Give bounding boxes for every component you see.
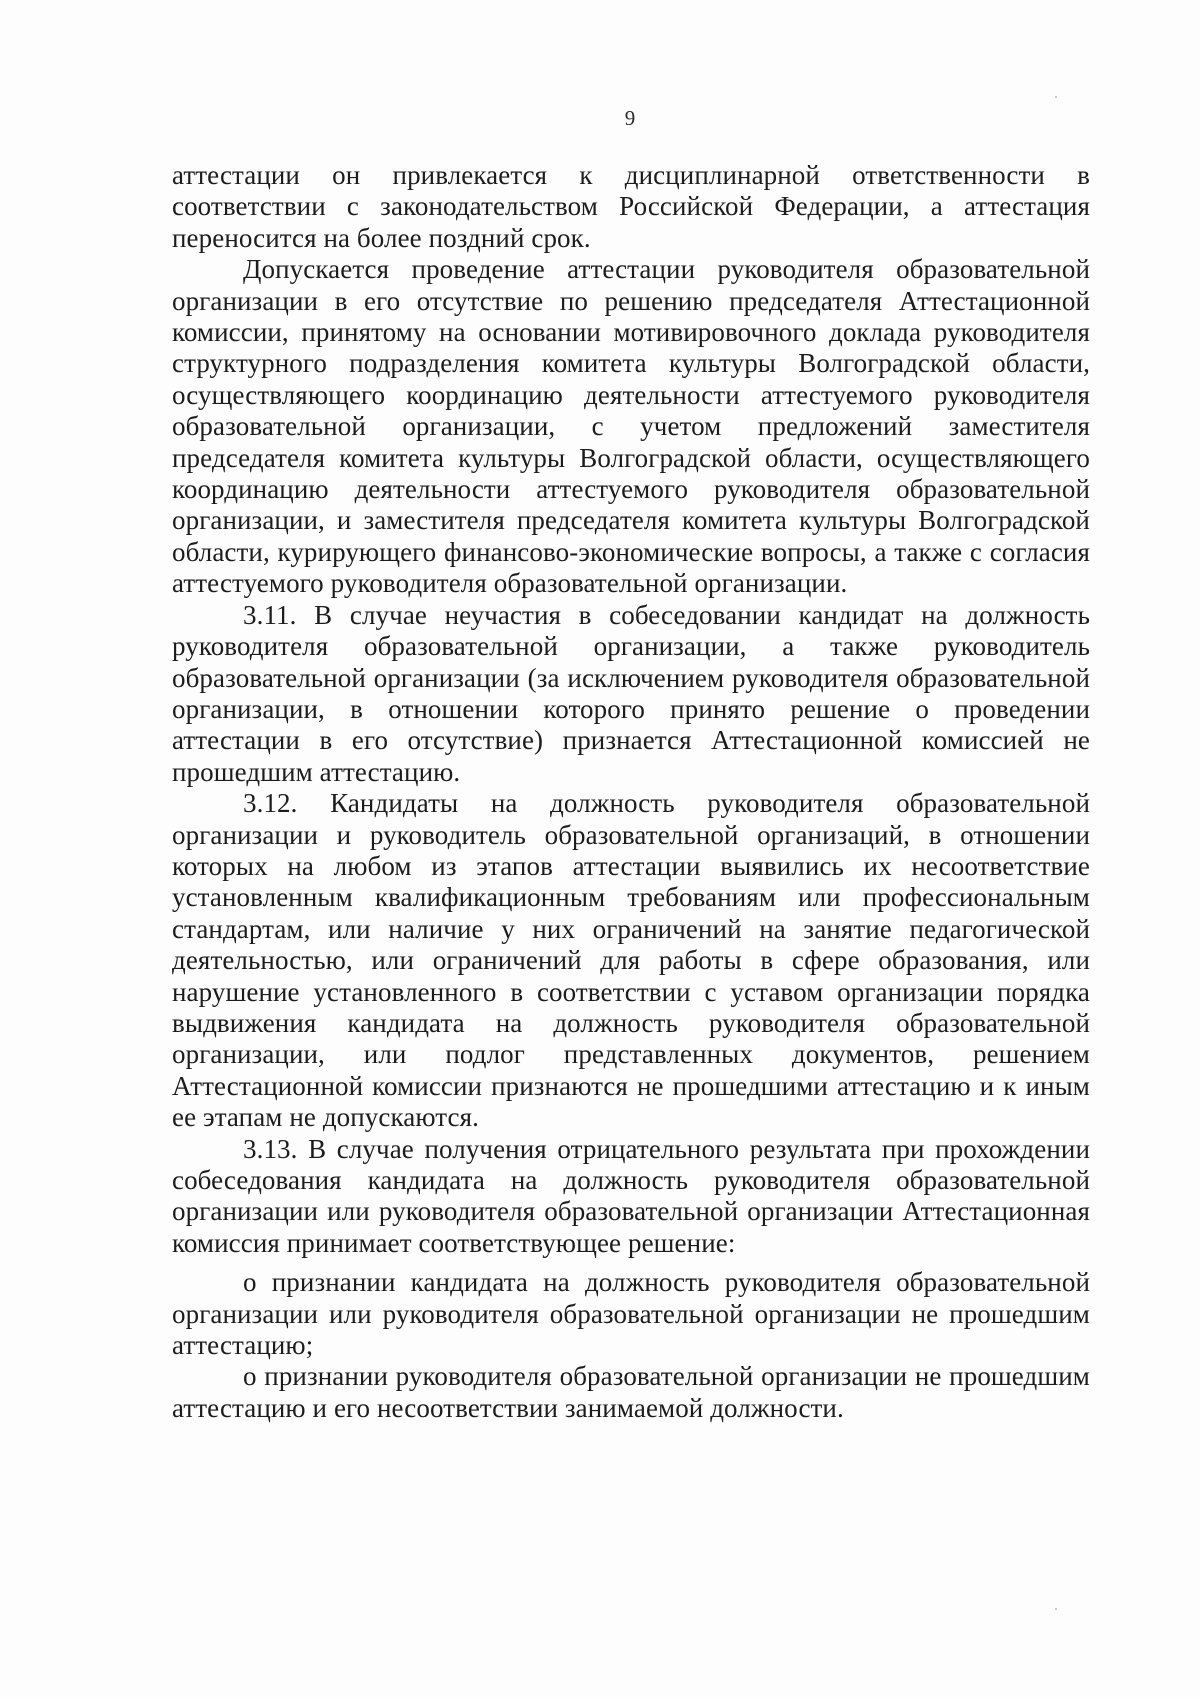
decision-item-head: о признании руководителя образовательной организации не прошедшим аттестацию и его несоответствии занимаемой должности. xyxy=(172,1361,1090,1423)
paragraph-3-13: 3.13. В случае получения отрицательного результата при прохождении собеседования кандидата на должность руководителя образовательной организации или руководителя образовательной организации Аттестационная комиссия принимает соответствующее решение: xyxy=(172,1133,1090,1258)
paragraph-3-12: 3.12. Кандидаты на должность руководителя образовательной организации и руководитель образовательной организаций, в отношении которых на любом из этапов аттестации выявились их несоответствие установленным квалификационным требованиям или профессиональным стандартам, или наличие у них ограничений на занятие педагогической деятельностью, или ограничений для работы в сфере образования, или нарушение установленного в соответствии с уставом организации порядка выдвижения кандидата на должность руководителя образовательной организации, или подлог представленных документов, решением Аттестационной комиссии признаются не прошедшими аттестацию и к иным ее этапам не допускаются. xyxy=(172,788,1090,1133)
document-body xyxy=(172,160,1090,1424)
scan-artifact xyxy=(1055,96,1057,98)
page-number: 9 xyxy=(624,106,636,130)
paragraph-3-11: 3.11. В случае неучастия в собеседовании кандидат на должность руководителя образовательной организации, а также руководитель образовательной организации (за исключением руководителя образовательной организации, в отношении которого принято решение о проведении аттестации в его отсутствие) признается Аттестационной комиссией не прошедшим аттестацию. xyxy=(172,599,1090,787)
paragraph-attestation-absence: Допускается проведение аттестации руководителя образовательной организации в его отсутствие по решению председателя Аттестационной комиссии, принятому на основании мотивировочного доклада руководителя структурного подразделения комитета культуры Волгоградской области, осуществляющего координацию деятельности аттестуемого руководителя образовательной организации, с учетом предложений заместителя председателя комитета культуры Волгоградской области, осуществляющего координацию деятельности аттестуемого руководителя образовательной организации, и заместителя председателя комитета культуры Волгоградской области, курирующего финансово-экономические вопросы, а также с согласия аттестуемого руководителя образовательной организации. xyxy=(172,254,1090,599)
paragraph-continuation: аттестации он привлекается к дисциплинарной ответственности в соответствии с законодательством Российской Федерации, а аттестация переносится на более поздний срок. xyxy=(172,160,1090,253)
decision-item-candidate: о признании кандидата на должность руководителя образовательной организации или руководителя образовательной организации не прошедшим аттестацию; xyxy=(172,1267,1090,1361)
scan-artifact xyxy=(1055,1608,1057,1610)
